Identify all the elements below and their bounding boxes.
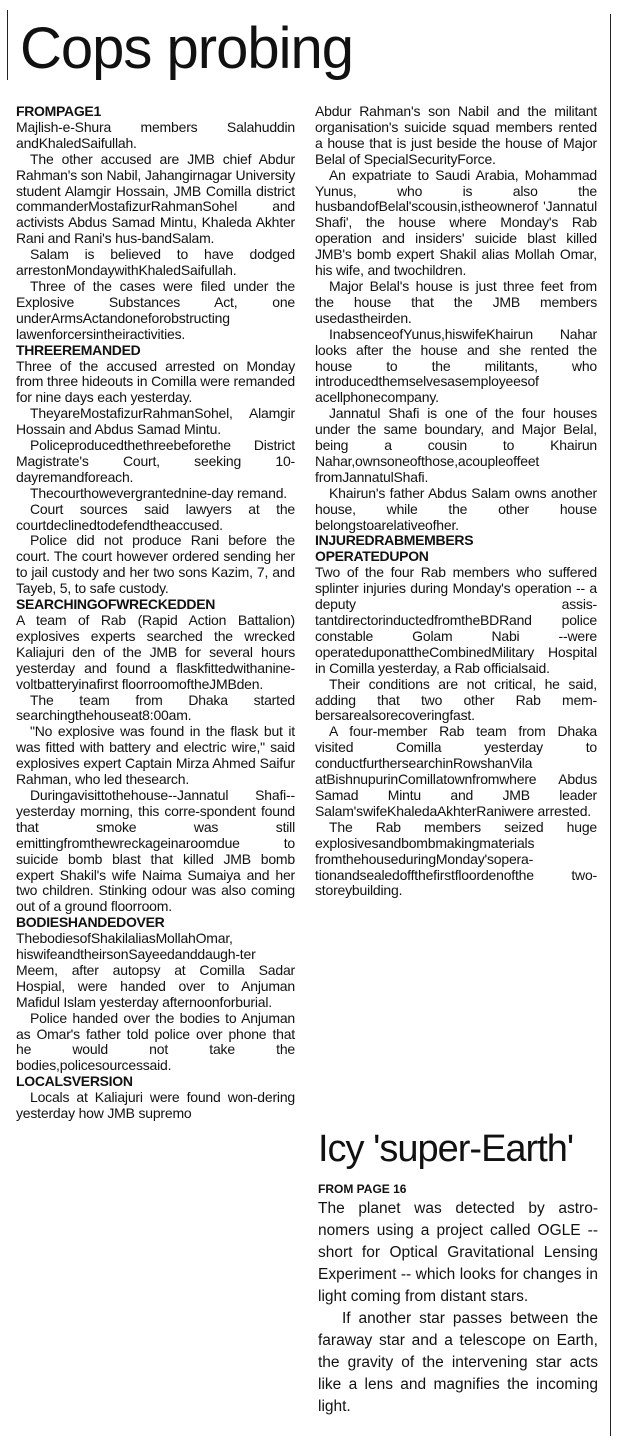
column-rule-top — [7, 10, 8, 80]
story-paragraph: Court sources said lawyers at the courtdeclinedtodefendtheaccused. — [16, 500, 295, 533]
story-paragraph: The other accused are JMB chief Abdur Rahman's son Nabil, Jahangirnagar University student Alamgir Hossain, JMB Comilla district commanderMostafizurRahmanSohel and activists Abdus Samad Mintu, Khaleda Akhter Rani and Rani's hus-bandSalam. — [16, 150, 295, 247]
second-headline: Icy 'super-Earth' — [318, 1128, 574, 1170]
story-paragraph: Major Belal's house is just three feet from the house that the JMB members usedastheirden. — [315, 277, 597, 326]
story-paragraph: Majlish-e-Shura members Salahuddin andKhaledSaifullah. — [16, 118, 295, 151]
section-subhead: THREEREMANDED — [16, 341, 141, 358]
second-story-paragraph: If another star passes between the faraway star and a telescope on Earth, the gravity of the intervening star acts like a lens and magnifies the incoming light. — [318, 1310, 598, 1415]
section-subhead: SEARCHINGOFWRECKEDDEN — [16, 596, 216, 613]
column-rule-right — [610, 14, 611, 1436]
story-paragraph: Khairun's father Abdus Salam owns another house, while the other house belongstoarelativeofher. — [315, 484, 597, 533]
story-paragraph: The team from Dhaka started searchingthehouseat8:00am. — [16, 691, 295, 724]
story-paragraph: "No explosive was found in the flask but it was fitted with battery and electric wire," said explosives expert Captain Mirza Ahmed Saifur Rahman, who led thesearch. — [16, 723, 295, 788]
story-kicker: FROMPAGE1 — [16, 103, 101, 119]
second-story-paragraph: The planet was detected by astro-nomers using a project called OGLE -- short for Optical Gravitational Lensing Experiment -- which looks for changes in light coming from distant stars. — [318, 1200, 598, 1305]
story-paragraph: InabsenceofYunus,hiswifeKhairun Nahar looks after the house and she rented the house to the militants, who introducedthemselvesasemployeesof acellphonecompany. — [315, 325, 597, 406]
story-paragraph: Duringavisittothehouse--Jannatul Shafi-- yesterday morning, this corre-spondent found that smoke was still emittingfromthewreckageinaroomdue to suicide bomb blast that killed JMB bomb expert Shakil's wife Naima Sumaiya and her two children. Stinking odour was also coming out of a ground floorroom. — [16, 786, 295, 915]
story-column-1-body — [16, 120, 295, 1122]
story-paragraph: ThebodiesofShakilaliasMollahOmar, hiswifeandtheirsonSayeedanddaugh-ter Meem, after autopsy at Comilla Sadar Hospial, were handed over to Anjuman Mafidul Islam yesterday afternoonforburial. — [16, 930, 295, 1010]
story-paragraph: Three of the accused arrested on Monday from three hideouts in Comilla were remanded for nine days each yesterday. — [16, 357, 295, 406]
story-paragraph: An expatriate to Saudi Arabia, Mohammad Yunus, who is also the husbandofBelal'scousin,istheownerof 'Jannatul Shafi', the house where Monday's Rab operation and insiders' suicide blast killed JMB's bomb expert Shakil alias Mollah Omar, his wife, and twochildren. — [315, 166, 597, 279]
section-subhead: OPERATEDUPON — [315, 548, 429, 565]
story-column-1 — [16, 104, 295, 1122]
story-paragraph: A four-member Rab team from Dhaka visited Comilla yesterday to conductfurthersearchinRowshanVila atBishnupurinComillatownfromwhere Abdus Samad Mintu and JMB leader Salam'swifeKhaledaAkhterRaniwere arrested. — [315, 723, 597, 819]
story-paragraph: The Rab members seized huge explosivesandbombmakingmaterials fromthehouseduringMonday'sopera-tionandsealedoffthefirstfloordenofthe two-storeybuilding. — [315, 818, 597, 899]
story-paragraph: Abdur Rahman's son Nabil and the militant organisation's suicide squad members rented a house that is just beside the house of Major Belal of SpecialSecurityForce. — [315, 103, 597, 167]
story-paragraph: Salam is believed to have dodged arrestonMondaywithKhaledSaifullah. — [16, 246, 295, 279]
story-column-2 — [315, 104, 597, 899]
story-column-2-body — [315, 104, 597, 899]
story-paragraph: Three of the cases were filed under the Explosive Substances Act, one underArmsActandoneforobstructing lawenforcersintheiractivities. — [16, 277, 295, 342]
story-paragraph: A team of Rab (Rapid Action Battalion) explosives experts searched the wrecked Kaliajuri den of the JMB for several hours yesterday and found a flaskfittedwithanine-voltbatteryinafirst floorroomoftheJMBden. — [16, 612, 295, 692]
section-subhead: BODIESHANDEDOVER — [16, 914, 165, 931]
story-paragraph: Thecourthowevergrantednine-day remand. — [30, 484, 287, 501]
section-subhead: LOCALSVERSION — [16, 1073, 133, 1090]
story-paragraph: TheyareMostafizurRahmanSohel, Alamgir Hossain and Abdus Samad Mintu. — [16, 405, 295, 438]
story-paragraph: Policeproducedthethreebeforethe District Magistrate's Court, seeking 10-dayremandforeach. — [16, 437, 295, 485]
story-paragraph: Two of the four Rab members who suffered splinter injuries during Monday's operation -- a deputy assis-tantdirectorinductedfromtheBDRand police constable Golam Nabi --were operateduponattheCombinedMilitary Hospital in Comilla yesterday, a Rab officialsaid. — [315, 564, 597, 676]
main-headline: Cops probing — [20, 16, 353, 81]
story-paragraph: Police handed over the bodies to Anjuman as Omar's father told police over phone that he would not take the bodies,policesourcessaid. — [16, 1009, 295, 1074]
second-story — [318, 1180, 598, 1418]
story-paragraph: Jannatul Shafi is one of the four houses under the same boundary, and Major Belal, being a cousin to Khairun Nahar,ownsoneofthose,acoupleoffeet fromJannatulShafi. — [315, 405, 597, 485]
story-paragraph: Locals at Kaliajuri were found won-dering yesterday how JMB supremo — [16, 1089, 295, 1122]
section-subhead: INJUREDRABMEMBERS — [315, 532, 474, 549]
second-story-kicker: FROM PAGE 16 — [318, 1182, 407, 1196]
story-paragraph: Their conditions are not critical, he said, adding that two other Rab mem-bersarealsorecoveringfast. — [315, 675, 597, 724]
story-paragraph: Police did not produce Rani before the court. The court however ordered sending her to jail custody and her two sons Kazim, 7, and Tayeb, 5, to safe custody. — [16, 532, 295, 597]
